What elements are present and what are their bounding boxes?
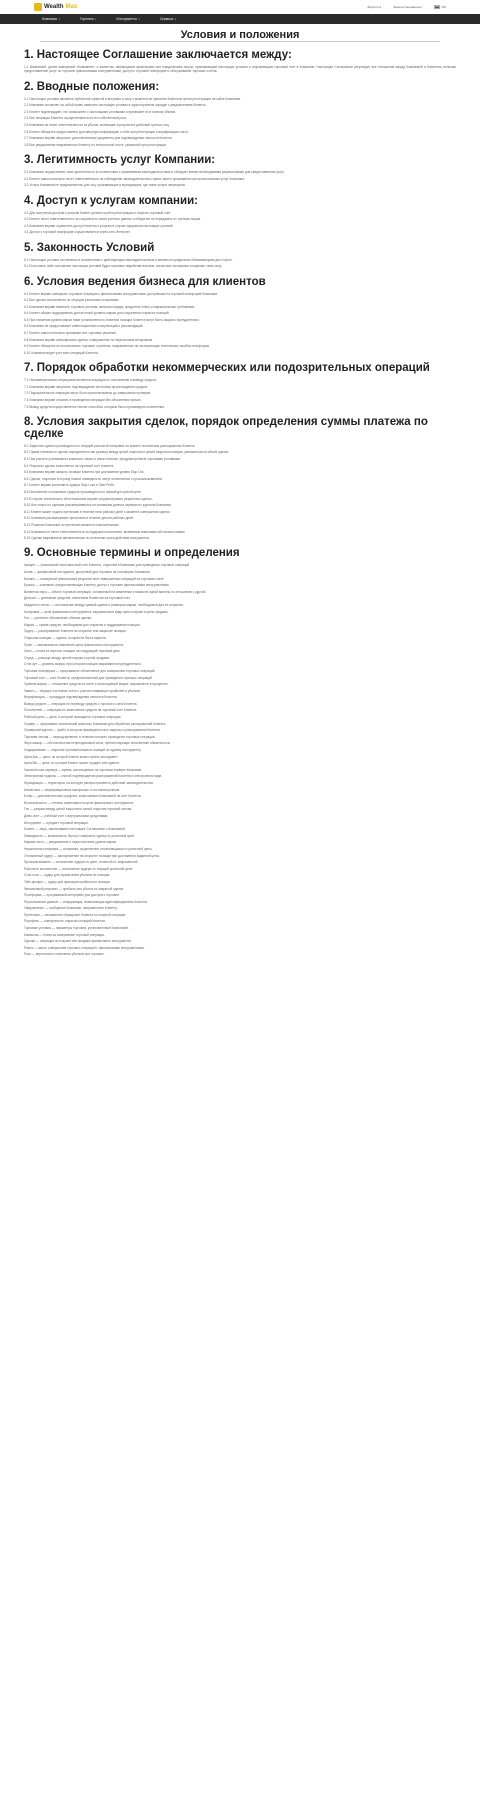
section-paragraph: Стоп-лосс — ордер для ограничения убытков по позиции. xyxy=(24,873,111,878)
section-paragraph: Электронная подпись — способ подтверждения распоряжений Клиента в электронном виде. xyxy=(24,774,163,779)
section-paragraph: Маржа — сумма средств, необходимая для открытия и поддержания позиции. xyxy=(24,622,141,627)
section-paragraph: 8.11 Клиент может подать претензию в течение пяти рабочих дней с момента совершения сделки. xyxy=(24,509,171,514)
section-paragraph: Портфель — совокупность открытых позиций Клиента. xyxy=(24,919,106,924)
section-paragraph: 6.3 Компания вправе изменять торговые условия, включая спреды, кредитное плечо и маржинальные требования. xyxy=(24,304,196,309)
section-paragraph: Баланс — совокупный финансовый результат всех завершенных операций на торговом счете. xyxy=(24,576,165,581)
section-paragraph: 6.4 Клиент обязан поддерживать достаточный уровень маржи для сохранения открытых позиций. xyxy=(24,311,170,316)
top-bar xyxy=(0,0,480,14)
section-heading: 8. Условия закрытия сделок, порядок определения суммы платежа по сделке xyxy=(24,415,428,440)
section-paragraph: Открытая позиция — сделка, которая не была закрыта. xyxy=(24,635,107,640)
logo-text: Wealth xyxy=(44,4,64,10)
section-paragraph: Риск — вероятность понесения убытков при торговле. xyxy=(24,952,105,957)
section-paragraph: Валютная пара — объект торговой операции, основанный на изменении стоимости одной валюты по отношению к другой. xyxy=(24,589,207,594)
section-paragraph: Бонус — дополнительные средства, зачисляемые Компанией на счет Клиента. xyxy=(24,794,142,799)
main-nav xyxy=(0,14,480,24)
launch-link[interactable]: Запустить xyxy=(367,5,382,9)
section-paragraph: 7.5 Вывод средств осуществляется тем же способом, которым было произведено пополнение. xyxy=(24,404,165,409)
logo[interactable] xyxy=(34,3,77,11)
section-paragraph: Нерыночная котировка — котировка, существенно отклоняющаяся от рыночной цены. xyxy=(24,846,153,851)
section-paragraph: Кредитное плечо — соотношение между суммой сделки и размером маржи, необходимой для ее открытия. xyxy=(24,602,184,607)
chevron-down-icon: ▾ xyxy=(95,17,97,21)
section-paragraph: 5.2 Если какое-либо положение настоящих условий будет признано недействительным, остальные положения сохраняют свою силу. xyxy=(24,264,223,269)
section-paragraph: 2.4 Все операции Клиента осуществляются на его собственный риск. xyxy=(24,116,127,121)
section-paragraph: Рынок — место совершения торговых операций с финансовыми инструментами. xyxy=(24,945,145,950)
section-paragraph: 8.4 Результат сделки зачисляется на торговый счет Клиента. xyxy=(24,463,115,468)
section-paragraph: 4.1 Для получения доступа к услугам Клиент должен пройти регистрацию и открыть торговый счет. xyxy=(24,210,172,215)
section-paragraph: Цена Ask — цена, по которой Клиент может купить инструмент. xyxy=(24,754,119,759)
nav-label: Сервисы xyxy=(159,17,174,21)
section-paragraph: Комиссия — плата за совершение торговой операции. xyxy=(24,932,105,937)
section-paragraph: Аккаунт — уникальный персональный счет Клиента, открытый в Компании для проведения торговых операций. xyxy=(24,563,191,568)
logo-icon xyxy=(34,3,42,11)
section-paragraph: Актив — финансовый инструмент, доступный для торговли на платформе Компании. xyxy=(24,570,151,575)
section-paragraph: 6.5 При снижении уровня маржи ниже установленного значения позиции Клиента могут быть закрыты принудительно. xyxy=(24,317,200,322)
nav-label: Компания xyxy=(42,17,58,21)
section-paragraph: 6.7 Клиент самостоятельно принимает все торговые решения. xyxy=(24,331,117,336)
section-paragraph: Клиент — лицо, заключившее настоящее Соглашение с Компанией. xyxy=(24,827,126,832)
section-paragraph: Юрисдикция — территория, на которую распространяется действие законодательства. xyxy=(24,781,154,786)
section-heading: 7. Порядок обработки некоммерческих или подозрительных операций xyxy=(24,362,430,375)
section-paragraph: 6.1 Клиент вправе совершать торговые операции с финансовыми инструментами, доступными на торговой платформе Компании. xyxy=(24,291,218,296)
section-paragraph: Эквити — текущее состояние счета с учетом плавающих прибылей и убытков. xyxy=(24,688,141,693)
section-paragraph: Волатильность — степень изменчивости цены финансового инструмента. xyxy=(24,800,134,805)
section-paragraph: 2.5 Компания не несет ответственности за убытки, возникшие в результате действий третьих лиц. xyxy=(24,122,170,127)
nav-item-trading[interactable] xyxy=(72,16,105,22)
section-paragraph: 7.1 Некоммерческими операциями являются операции по пополнению и выводу средств. xyxy=(24,378,157,383)
top-links xyxy=(367,5,446,9)
section-heading: 6. Условия ведения бизнеса для клиентов xyxy=(24,275,266,288)
section-heading: 1. Настоящее Соглашение заключается между: xyxy=(24,49,292,61)
section-heading: 2. Вводные положения: xyxy=(24,80,160,93)
language-label: RU xyxy=(441,5,446,9)
section-paragraph: 8.5 Компания вправе закрыть позиции Клиента при достижении уровня Stop Out. xyxy=(24,470,145,475)
section-heading: 4. Доступ к услугам компании: xyxy=(24,194,198,207)
section-paragraph: Гэп — разрыв между ценой закрытия и ценой открытия торговой сессии. xyxy=(24,807,133,812)
section-paragraph: Тейк-профит — ордер для фиксации прибыли по позиции. xyxy=(24,879,111,884)
section-paragraph: 2.6 Клиент обязуется предоставлять достоверную информацию о себе при регистрации и верификации счета. xyxy=(24,129,189,134)
section-paragraph: Уровень маржи — отношение средств на счете к используемой марже, выраженное в процентах. xyxy=(24,682,169,687)
section-paragraph: Рабочий день — день, в который проводятся торговые операции. xyxy=(24,715,122,720)
section-paragraph: Пункт — минимальное изменение цены финансового инструмента. xyxy=(24,642,125,647)
section-paragraph: Персональные данные — информация, позволяющая идентифицировать Клиента. xyxy=(24,899,148,904)
section-paragraph: 7.4 Компания вправе отказать в проведении операции без объяснения причин. xyxy=(24,397,142,402)
title-divider xyxy=(40,41,440,42)
section-paragraph: Верификация — процедура подтверждения личности Клиента. xyxy=(24,695,118,700)
section-paragraph: Форс-мажор — обстоятельства непреодолимой силы, препятствующие исполнению обязательств. xyxy=(24,741,171,746)
section-paragraph: Ордер — распоряжение Клиента на открытие или закрытие позиции. xyxy=(24,629,127,634)
nav-item-company[interactable] xyxy=(34,16,68,22)
section-paragraph: 6.9 Клиент обязуется не использовать торговые стратегии, направленные на эксплуатацию технических ошибок платформы. xyxy=(24,344,210,349)
section-paragraph: 8.13 Решение Компании по претензии является окончательным. xyxy=(24,522,120,527)
section-paragraph: Платформа — программный интерфейс для доступа к торговле. xyxy=(24,893,120,898)
section-paragraph: 3.2 Клиент самостоятельно несет ответственность за соблюдение законодательства страны своего проживания при использовании услуг Компании. xyxy=(24,176,245,181)
section-paragraph: 8.10 Все споры по сделкам рассматриваются на основании данных серверного журнала Компании. xyxy=(24,503,172,508)
section-paragraph: 2.8 Все уведомления направляются Клиенту по электронной почте, указанной при регистрации. xyxy=(24,142,167,147)
section-paragraph: Уведомление — сообщение Компании, направленное Клиенту. xyxy=(24,906,118,911)
section-paragraph: 3.1 Компания осуществляет свою деятельность в соответствии с применимым законодательством и обладает всеми необходимыми разрешениями для предоставления услуг. xyxy=(24,170,285,175)
section-paragraph: Депозит — денежные средства, внесенные Клиентом на торговый счет. xyxy=(24,596,131,601)
section-paragraph: Проскальзывание — исполнение ордера по цене, отличной от запрошенной. xyxy=(24,860,139,865)
section-heading: 3. Легитимность услуг Компании: xyxy=(24,154,216,167)
section-paragraph: 8.2 Сумма платежа по сделке определяется как разница между ценой открытия и ценой закрытия позиции, умноженная на объем сделки. xyxy=(24,450,230,455)
section-paragraph: Демо-счет — учебный счет с виртуальными средствами. xyxy=(24,813,109,818)
section-paragraph: Брокер — компания, предоставляющая Клиенту доступ к торговле финансовыми инструментами. xyxy=(24,583,170,588)
page-title: Условия и положения xyxy=(180,29,300,41)
chevron-down-icon: ▾ xyxy=(138,17,140,21)
section-paragraph: Торговая сессия — период времени, в течение которого проводятся торговые операции. xyxy=(24,734,156,739)
logo-accent: Max xyxy=(65,4,78,10)
section-paragraph: Аналитика — информационные материалы о состоянии рынков. xyxy=(24,787,121,792)
section-paragraph: Маржин-колл — уведомление о недостаточном уровне маржи. xyxy=(24,840,118,845)
section-paragraph: Инструмент — предмет торговой операции. xyxy=(24,820,89,825)
section-paragraph: Стоп-аут — уровень маржи, при котором позиции закрываются принудительно. xyxy=(24,662,142,667)
section-paragraph: Цена Bid — цена, по которой Клиент может продать инструмент. xyxy=(24,761,120,766)
section-paragraph: Торговый счет — счет Клиента, предназначенный для проведения торговых операций. xyxy=(24,675,153,680)
section-paragraph: 2.2 Компания оставляет за собой право изменять настоящие условия в одностороннем порядке с уведомлением Клиента. xyxy=(24,103,207,108)
section-paragraph: 8.12 Компания рассматривает претензию в течение десяти рабочих дней. xyxy=(24,516,134,521)
nav-item-tools[interactable] xyxy=(108,16,147,22)
section-paragraph: 8.14 Компания не несет ответственности за задержки исполнения, вызванные внешними обстоятельствами. xyxy=(24,529,186,534)
section-paragraph: 8.6 Сделки, открытые в период низкой ликвидности, могут исполняться с проскальзыванием. xyxy=(24,476,163,481)
section-paragraph: 2.7 Компания вправе запросить дополнительные документы для подтверждения личности Клиента. xyxy=(24,136,173,141)
section-paragraph: Котировка — цена финансового инструмента, выраженная в виде цены покупки и цены продажи. xyxy=(24,609,169,614)
section-paragraph: 8.9 В случае технического сбоя Компания вправе скорректировать результаты сделок. xyxy=(24,496,153,501)
section-paragraph: 8.8 Исполнение отложенных ордеров производится по первой доступной цене. xyxy=(24,489,142,494)
section-paragraph: 3.3 Услуги Компании не предназначены для лиц, проживающих в юрисдикциях, где такие услуги запрещены. xyxy=(24,183,186,188)
section-paragraph: 5.1 Настоящие условия составлены в соответствии с действующим законодательством и являются юридически обязывающими для сторон. xyxy=(24,257,233,262)
nav-label: Инструменты xyxy=(116,17,137,21)
section-paragraph: 6.10 Компания ведет учет всех операций Клиента. xyxy=(24,350,99,355)
section-paragraph: 4.2 Клиент несет ответственность за сохранность своих учетных данных и обязуется не передавать их третьим лицам. xyxy=(24,217,201,222)
page xyxy=(0,24,480,957)
section-paragraph: 6.2 Все сделки исполняются по текущим рыночным котировкам. xyxy=(24,298,120,303)
section-paragraph: Лот — условное обозначение объема сделки. xyxy=(24,616,92,621)
section-paragraph: Сделка — операция по покупке или продаже финансового инструмента. xyxy=(24,939,132,944)
section-paragraph: 6.6 Компания не предоставляет инвестиционных консультаций и рекомендаций. xyxy=(24,324,144,329)
section-paragraph: 8.7 Клиент вправе установить ордера Stop Loss и Take Profit. xyxy=(24,483,115,488)
section-paragraph: Вывод средств — операция по переводу средств с торгового счета Клиента. xyxy=(24,701,138,706)
section-paragraph: 7.2 Компания вправе запросить подтверждение источника происхождения средств. xyxy=(24,384,149,389)
section-paragraph: Сервер — программно-технический комплекс Компании для обработки распоряжений Клиента. xyxy=(24,721,167,726)
section-paragraph: Торговая платформа — программное обеспечение для совершения торговых операций. xyxy=(24,668,156,673)
section-paragraph: 4.3 Компания вправе ограничить доступ Клиента к услугам в случае нарушения настоящих условий. xyxy=(24,223,174,228)
section-paragraph: 8.1 Закрытие сделки производится по текущей рыночной котировке на момент исполнения распоряжения Клиента. xyxy=(24,443,196,448)
section-paragraph: 2.1 Настоящие условия являются публичной офертой и вступают в силу с момента их принятия Клиентом путем регистрации на сайте Компании. xyxy=(24,96,242,101)
section-paragraph: 6.8 Компания вправе аннулировать сделки, совершенные по нерыночным котировкам. xyxy=(24,337,153,342)
section-paragraph: Претензия — письменное обращение Клиента по спорной ситуации. xyxy=(24,912,127,917)
section-paragraph: 2.3 Клиент подтверждает, что ознакомлен с настоящими условиями и принимает их в полном объеме. xyxy=(24,109,177,114)
section-paragraph: 7.3 Подозрительные операции могут быть приостановлены до завершения проверки. xyxy=(24,391,152,396)
nav-label: Торговля xyxy=(79,17,94,21)
section-paragraph: 8.15 Сделки закрываются автоматически по истечении срока действия инструмента. xyxy=(24,536,150,541)
flag-icon xyxy=(434,5,440,9)
section-paragraph: Спред — разница между ценой покупки и ценой продажи. xyxy=(24,655,110,660)
chevron-down-icon: ▾ xyxy=(174,17,177,21)
section-paragraph: Пополнение — операция по зачислению средств на торговый счет Клиента. xyxy=(24,708,138,713)
nav-item-services[interactable] xyxy=(152,16,184,22)
section-paragraph: Торговые условия — параметры торговли, установленные Компанией. xyxy=(24,926,129,931)
section-paragraph: Рыночное исполнение — исполнение ордера по текущей рыночной цене. xyxy=(24,866,134,871)
section-heading: 5. Законность Условий xyxy=(24,241,155,254)
register-link[interactable]: Зарегистрироваться xyxy=(393,5,422,9)
terms-content xyxy=(20,49,460,957)
section-paragraph: Часовой пояс сервера — время, используемое на торговом сервере Компании. xyxy=(24,767,143,772)
section-paragraph: Финансовый результат — прибыль или убыток по закрытой сделке. xyxy=(24,886,125,891)
section-heading: 9. Основные термины и определения xyxy=(24,547,240,560)
section-paragraph: Своп — плата за перенос позиции на следующий торговый день. xyxy=(24,649,121,654)
section-paragraph: 1.1 Компанией, далее именуемой «Компания», и клиентом, являющимся физическим или юридическим лицом, принимающим настоящие условия и открывающим торговый счет в Компании. Настоящее Соглашение регулирует все отношения между Компанией и Клиентом, включая предоставление услуг по торговле финансовыми инструментами, доступ к торговой платформе и обслуживание торговых счетов. xyxy=(24,65,456,74)
chevron-down-icon: ▾ xyxy=(58,17,60,21)
section-paragraph: 4.4 Доступ к торговой платформе осуществляется через сеть Интернет. xyxy=(24,230,131,235)
section-paragraph: Отложенный ордер — распоряжение на открытие позиции при достижении заданной цены. xyxy=(24,853,160,858)
language-selector[interactable] xyxy=(434,5,446,9)
section-paragraph: Хеджирование — открытие противоположных позиций по одному инструменту. xyxy=(24,748,142,753)
section-paragraph: Серверный журнал — файл, в котором фиксируются все запросы и распоряжения Клиента. xyxy=(24,728,161,733)
section-paragraph: Ликвидность — возможность быстро совершить сделку по рыночной цене. xyxy=(24,833,136,838)
section-paragraph: 8.3 При расчете учитываются комиссии, свопы и иные платежи, предусмотренные торговыми условиями. xyxy=(24,457,181,461)
